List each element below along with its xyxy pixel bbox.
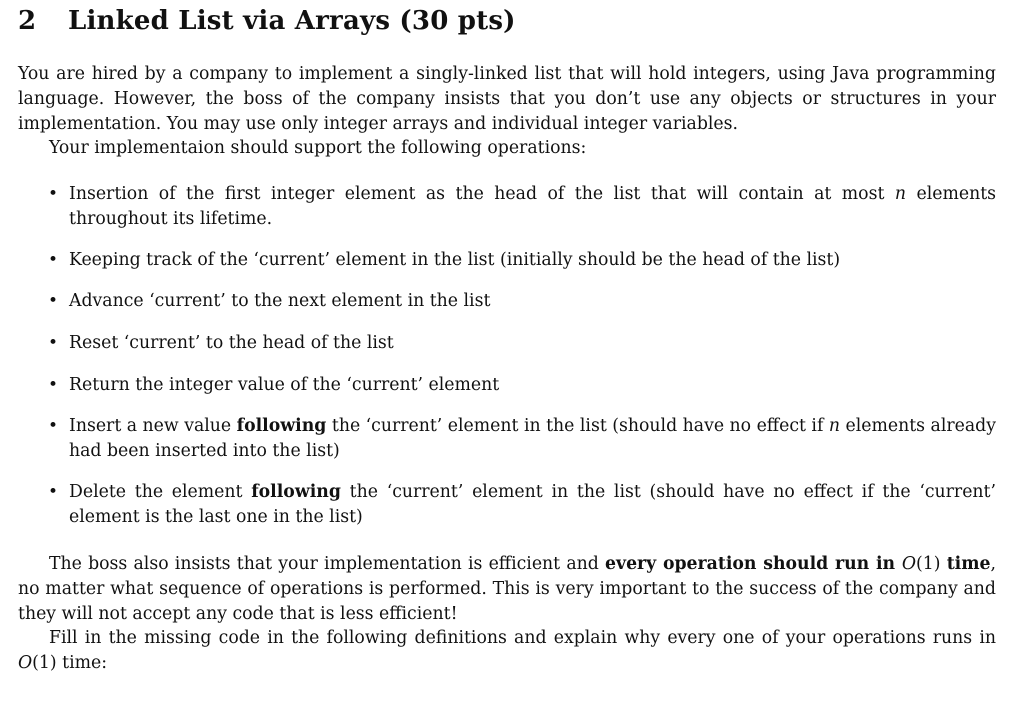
list-item-text: Keeping track of the ‘current’ element in the list (initially should be the head of the list): [69, 250, 841, 270]
list-item: [0, 480, 996, 530]
list-item-text: Delete the element: [69, 482, 252, 502]
list-item: [0, 414, 996, 480]
math-var: O: [901, 554, 916, 574]
intro-paragraph: You are hired by a company to implement a singly-linked list that will hold integers, using Java programming language. However, the boss of the company insists that you don’t use any objects or structures in your implementation. You may use only integer arrays and individual integer variables.: [18, 64, 996, 134]
paragraph-text: Fill in the missing code in the following definitions and explain why every one of your operations runs in: [49, 628, 996, 648]
list-item: [0, 182, 996, 248]
math-var: n: [828, 416, 840, 436]
section-title-text: Linked List via Arrays (30 pts): [68, 6, 516, 36]
paragraph-text: , no matter what sequence of operations is performed. This is very important to the success of the company and they will not accept any code that is less efficient!: [18, 554, 997, 624]
list-item-text: Insertion of the first integer element as the head of the list that will contain at most: [69, 184, 895, 204]
list-item-text: Insert a new value: [69, 416, 237, 436]
bullet-icon: •: [48, 375, 59, 395]
bold-text: every operation should run in: [605, 554, 902, 574]
section-number: 2: [18, 6, 37, 36]
list-item-text: elements already had been inserted into the list): [69, 416, 996, 461]
operations-intro: Your implementaion should support the following operations:: [49, 138, 587, 158]
bullet-icon: •: [48, 291, 59, 311]
list-item-text: Return the integer value of the ‘current’ element: [69, 375, 500, 395]
list-item-text: Advance ‘current’ to the next element in the list: [69, 291, 491, 311]
math-var: n: [894, 184, 906, 204]
bold-text: following: [251, 482, 341, 502]
math-arg: (1): [915, 554, 941, 574]
bullet-icon: •: [48, 250, 59, 270]
bullet-icon: •: [48, 184, 59, 204]
paragraph-text: The boss also insists that your implementation is efficient and: [49, 554, 606, 574]
bullet-icon: •: [48, 333, 59, 353]
bullet-icon: •: [48, 482, 59, 502]
math-var: O: [18, 653, 33, 673]
list-item-text: elements throughout its lifetime.: [69, 184, 997, 229]
list-item: [0, 248, 996, 289]
list-item-text: Reset ‘current’ to the head of the list: [69, 333, 394, 353]
list-item: [0, 289, 996, 331]
list-item-text: the ‘current’ element in the list (should have no effect if: [326, 416, 829, 436]
list-item: [0, 331, 996, 373]
instruction-paragraph: [18, 626, 996, 676]
list-item-text: the ‘current’ element in the list (should have no effect if the ‘current’ element is the last one in the list): [69, 482, 996, 527]
list-item: [0, 373, 996, 414]
bold-text: following: [236, 416, 327, 436]
bullet-icon: •: [48, 416, 59, 436]
efficiency-paragraph: [18, 552, 996, 627]
operations-list: [0, 182, 996, 530]
math-arg: (1): [32, 653, 57, 673]
bold-text: time: [946, 554, 991, 574]
paragraph-text: time:: [56, 653, 108, 673]
section-heading: [18, 6, 516, 36]
